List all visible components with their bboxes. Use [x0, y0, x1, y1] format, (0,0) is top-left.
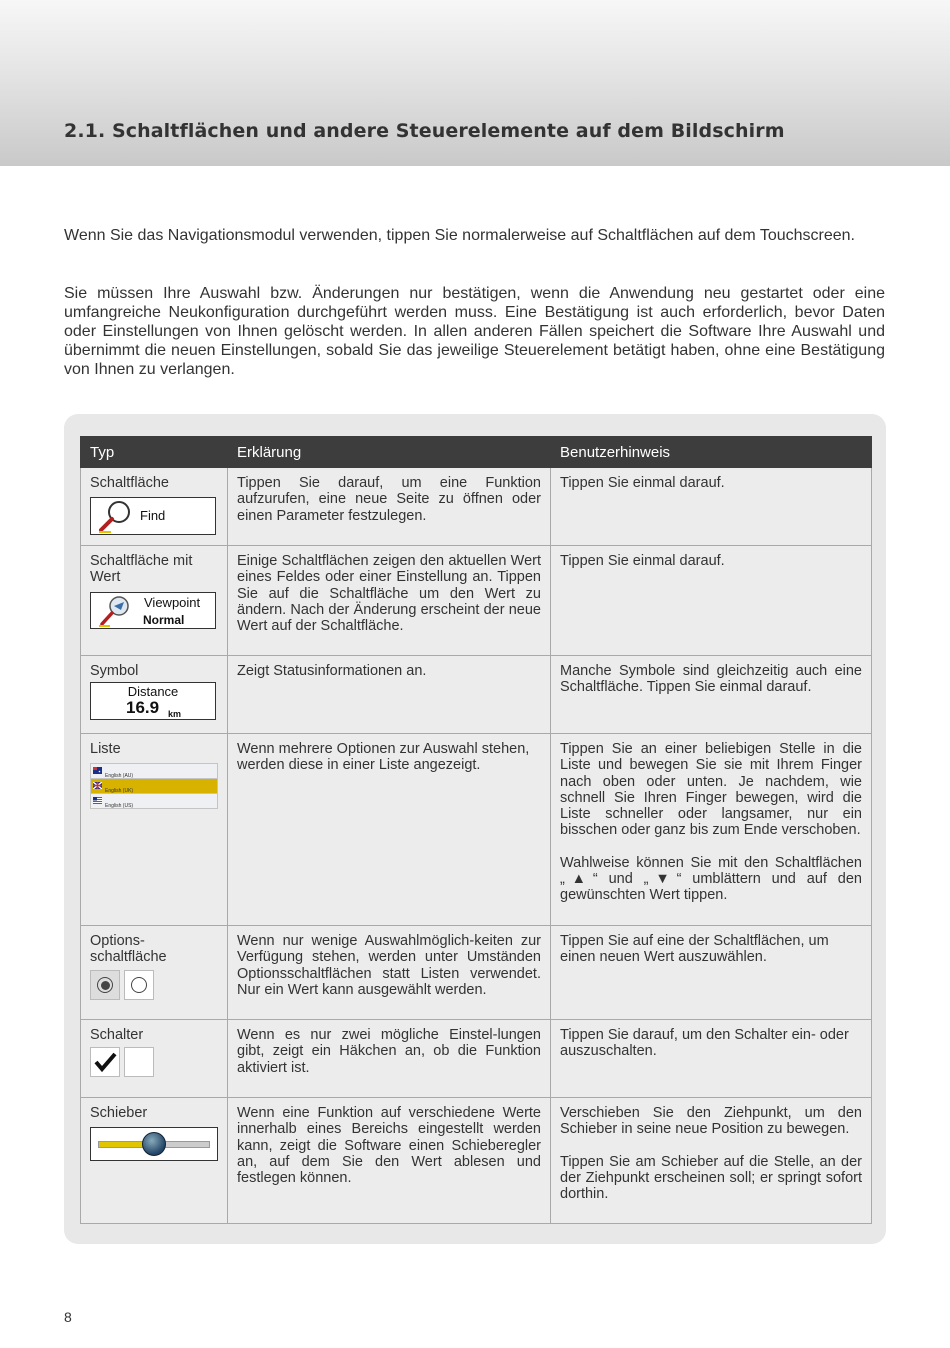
cell-typ [81, 656, 228, 734]
table-row [81, 926, 872, 1020]
cell-typ [81, 1020, 228, 1098]
cell-erklaerung: Einige Schaltflächen zeigen den aktuellen Wert eines Feldes oder einer Einstellung an. Tippen Sie auf die Schaltfläche um den Wert zu ändern. Nach der Änderung erscheint der neue Wert auf der Schaltfläche. [228, 546, 551, 656]
hinweis-paragraph-2: Wahlweise können Sie mit den Schaltflächen „▲“ und „▼“ umblättern und auf den gewünschten Wert tippen. [560, 854, 862, 904]
list-item-selected: English (UK) [90, 779, 218, 794]
distance-unit: km [168, 709, 182, 720]
slider-example [90, 1127, 218, 1161]
cell-hinweis [551, 734, 872, 926]
cell-erklaerung: Tippen Sie darauf, um eine Funktion aufzurufen, eine neue Seite zu öffnen oder einen Parameter festzulegen. [228, 468, 551, 546]
checkbox-checked [90, 1047, 120, 1077]
flag-uk-icon [93, 782, 102, 789]
cell-erklaerung: Wenn es nur zwei mögliche Einstel-lungen gibt, zeigt ein Häkchen an, ob die Funktion aktiviert ist. [228, 1020, 551, 1098]
list-item: English (US) [90, 794, 218, 809]
distance-value: 16.9 [126, 698, 160, 718]
table-row [81, 656, 872, 734]
radio-unselected [124, 970, 154, 1000]
cell-hinweis [551, 1098, 872, 1224]
table-row [81, 1020, 872, 1098]
controls-table [80, 436, 872, 1224]
header-erklaerung: Erklärung [228, 437, 551, 468]
viewpoint-button-example [90, 592, 216, 629]
typ-label: Symbol [90, 663, 139, 679]
checkmark-icon [91, 1048, 119, 1076]
typ-label: Schieber [90, 1105, 148, 1121]
cell-hinweis: Tippen Sie einmal darauf. [551, 468, 872, 546]
table-row [81, 734, 872, 926]
distance-symbol-example [90, 682, 216, 720]
slider-handle [142, 1132, 166, 1156]
intro-paragraph-1: Wenn Sie das Navigationsmodul verwenden, tippen Sie normalerweise auf Schaltflächen auf dem Touchscreen. [64, 227, 855, 244]
list-item: English (AU) [90, 763, 218, 779]
header-typ: Typ [81, 437, 228, 468]
find-button-example [90, 497, 216, 535]
list-example [90, 763, 218, 809]
cell-typ [81, 468, 228, 546]
page-number: 8 [64, 1309, 72, 1325]
cell-typ [81, 734, 228, 926]
typ-label: Schalter [90, 1027, 144, 1043]
viewpoint-icon [97, 593, 137, 627]
cell-erklaerung: Wenn mehrere Optionen zur Auswahl stehen, werden diese in einer Liste angezeigt. [228, 734, 551, 926]
radio-selected [90, 970, 120, 1000]
distance-label: Distance [127, 684, 179, 700]
hinweis-paragraph-1: Verschieben Sie den Ziehpunkt, um den Schieber in seine neue Position zu bewegen. [560, 1105, 862, 1138]
switch-example [90, 1047, 218, 1077]
section-title: 2.1. Schaltflächen und andere Steuerelemente auf dem Bildschirm [64, 120, 785, 142]
flag-au-icon [93, 767, 102, 774]
viewpoint-label: Viewpoint [144, 594, 201, 610]
cell-erklaerung: Wenn nur wenige Auswahlmöglich-keiten zur Verfügung stehen, werden unter Umständen Optionsschaltflächen statt Listen verwendet. Nur ein Wert kann ausgewählt werden. [228, 926, 551, 1020]
table-row [81, 546, 872, 656]
flag-us-icon [93, 797, 102, 804]
radio-example [90, 970, 218, 1000]
table-header-row [81, 437, 872, 468]
header-hinweis: Benutzerhinweis [551, 437, 872, 468]
typ-label: Schaltfläche mit Wert [90, 553, 193, 586]
cell-hinweis: Tippen Sie einmal darauf. [551, 546, 872, 656]
cell-typ [81, 546, 228, 656]
typ-label: Options-schaltfläche [90, 933, 167, 966]
cell-erklaerung: Zeigt Statusinformationen an. [228, 656, 551, 734]
magnifier-icon [97, 498, 137, 534]
table-row [81, 468, 872, 546]
table-row [81, 1098, 872, 1224]
typ-label: Schaltfläche [90, 475, 169, 491]
find-label: Find [140, 508, 166, 524]
cell-erklaerung: Wenn eine Funktion auf verschiedene Werte innerhalb eines Bereichs eingestellt werden kann, zeigt die Software einen Schieberegler an, auf dem Sie den Wert ablesen und festlegen können. [228, 1098, 551, 1224]
cell-hinweis: Manche Symbole sind gleichzeitig auch eine Schaltfläche. Tippen Sie einmal darauf. [551, 656, 872, 734]
checkbox-unchecked [124, 1047, 154, 1077]
cell-typ [81, 1098, 228, 1224]
cell-typ [81, 926, 228, 1020]
typ-label: Liste [90, 741, 121, 757]
intro-paragraph-2: Sie müssen Ihre Auswahl bzw. Änderungen nur bestätigen, wenn die Anwendung neu gestartet oder eine umfangreiche Neukonfiguration durchgeführt werden muss. Eine Bestätigung ist auch erforderlich, bevor Daten oder Einstellungen von Ihnen gelöscht werden. In allen anderen Fällen speichert die Software Ihre Auswahl und übernimmt die neuen Einstellungen, sobald Sie das jeweilige Steuerelement betätigt haben, ohne eine Bestätigung von Ihnen zu verlangen. [64, 285, 885, 378]
hinweis-paragraph-2: Tippen Sie am Schieber auf die Stelle, an der der Ziehpunkt erscheinen soll; er springt sofort dorthin. [560, 1153, 862, 1203]
cell-hinweis: Tippen Sie darauf, um den Schalter ein- oder auszuschalten. [551, 1020, 872, 1098]
cell-hinweis: Tippen Sie auf eine der Schaltflächen, um einen neuen Wert auszuwählen. [551, 926, 872, 1020]
viewpoint-value: Normal [143, 612, 185, 627]
hinweis-paragraph-1: Tippen Sie an einer beliebigen Stelle in die Liste und bewegen Sie sie mit Ihrem Finger nach oben oder unten. Je nachdem, wie schnell Sie Ihren Finger bewegen, wird die Liste schneller oder langsamer, nur ein bisschen oder ganz bis zum Ende verschoben. [560, 741, 862, 839]
